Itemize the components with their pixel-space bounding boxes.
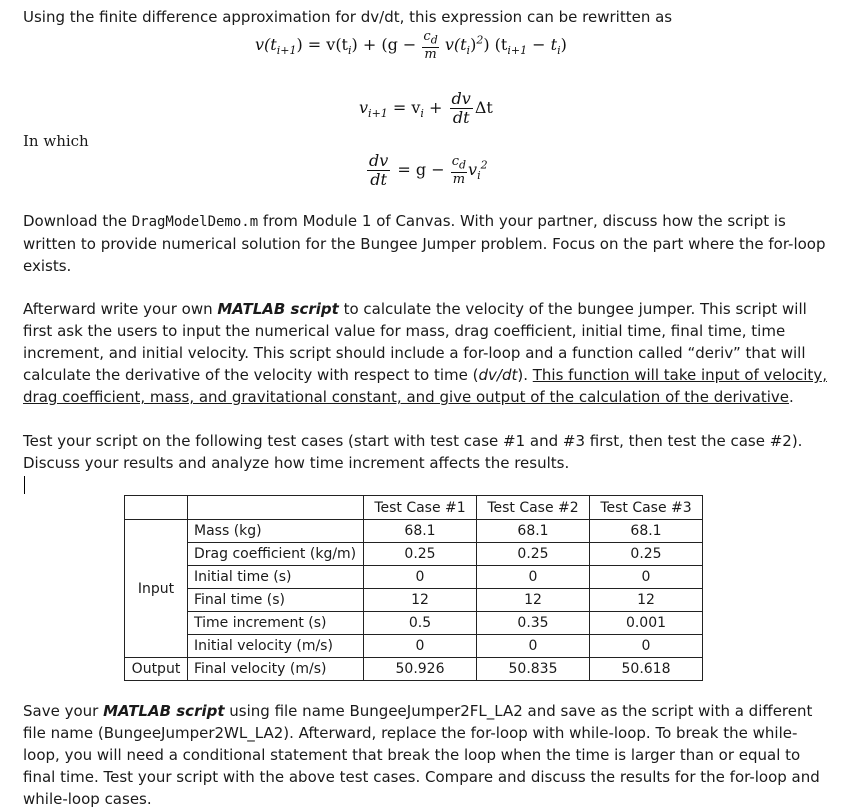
equation-velocity-update: $v(t_{i+1}) = v(t_i) + (g$ − $\frac{c_d}{m}$ $v(t_i)^2$) $(t_{i+1} - t_i)$ [255, 29, 567, 62]
paragraph-save-script: Save your MATLAB script using file name BungeeJumper2FL_LA2 and save as the script with a different file name (BungeeJumper2WL_LA2). Afterward, replace the for-loop with while-loop. To break the while-loop, you will need a conditional statement that break the loop when the time is larger than or equal to final time. Test your script with the above test cases. Compare and discuss the results for the for-loop and while-loop cases. [23, 702, 820, 808]
table-row: Input Mass (kg) 68.1 68.1 68.1 [125, 520, 703, 543]
header-test-case-3: Test Case #3 [590, 496, 703, 520]
table-row: Final time (s) 12 12 12 [125, 589, 703, 612]
equation-derivative: $\frac{dv}{dt}$ = g − $\frac{c_d}{m}$ $v_i^2$ [369, 151, 488, 189]
output-group-label: Output [125, 658, 188, 681]
table-output-row: Output Final velocity (m/s) 50.926 50.835 50.618 [125, 658, 703, 681]
header-test-case-1: Test Case #1 [364, 496, 477, 520]
filename-dragmodeldemo: DragModelDemo.m [131, 214, 259, 230]
equation-euler-step: $v_{i+1} = v_i$ + $\frac{dv}{dt}$ Δt [359, 89, 493, 127]
table-header-row [125, 496, 703, 520]
paragraph-download: Download the DragModelDemo.m from Module 1 of Canvas. With your partner, discuss how the script is written to provide numerical solution for the Bungee Jumper problem. Focus on the part where the for-loop exists. [23, 212, 826, 275]
table-row: Initial velocity (m/s) 0 0 0 [125, 635, 703, 658]
header-test-case-2: Test Case #2 [477, 496, 590, 520]
intro-text: Using the finite difference approximation for dv/dt, this expression can be rewritten as [23, 8, 673, 26]
test-case-table [124, 495, 703, 681]
paragraph-instructions: Afterward write your own MATLAB script to calculate the velocity of the bungee jumper. This script will first ask the users to input the numerical value for mass, drag coefficient, initial time, final time, time increment, and initial velocity. This script should include a for-loop and a function called “deriv” that will calculate the derivative of the velocity with respect to time (dv/dt). This function will take input of velocity, drag coefficient, mass, and gravitational constant, and give output of the calculation of the derivative. [23, 300, 827, 406]
paragraph-test-cases: Test your script on the following test cases (start with test case #1 and #3 first, then test the case #2). Discuss your results and analyze how time increment affects the results. [23, 432, 803, 472]
table-row: Initial time (s) 0 0 0 [125, 566, 703, 589]
table-row: Time increment (s) 0.5 0.35 0.001 [125, 612, 703, 635]
in-which-label: In which [23, 132, 89, 150]
table-row: Drag coefficient (kg/m) 0.25 0.25 0.25 [125, 543, 703, 566]
text-cursor [24, 476, 25, 494]
input-group-label: Input [125, 520, 188, 658]
